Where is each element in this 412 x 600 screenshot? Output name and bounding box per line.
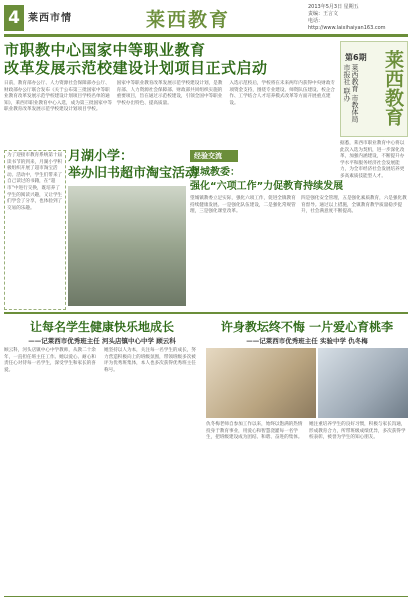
bottom-left-body <box>4 348 200 374</box>
footer-rule <box>4 596 408 597</box>
section-divider <box>4 312 408 314</box>
lead-headline-1: 市职教中心国家中等职业教育 <box>4 41 206 59</box>
experience-body <box>190 196 408 216</box>
edition-number: 第6期 <box>345 53 367 62</box>
teacher-photo <box>206 348 316 418</box>
bottom-left-col-1: 顾云科，河头店镇中心中学教师，从教二十余年，一直担任班主任工作。她以爱心、耐心和责任心对待每一名学生，深受学生和家长的喜爱。 <box>4 348 96 373</box>
edition-column <box>340 41 408 181</box>
bottom-right-title: 许身教坛终不悔 一片爱心育桃李 <box>220 320 394 334</box>
edition-box <box>340 41 408 137</box>
experience-headline-2: 强化“六项工作”力促教育持续发展 <box>190 181 344 192</box>
edition-credits <box>343 64 359 130</box>
edition-credit-3: 市报社 <box>343 64 351 85</box>
students-photo <box>318 348 408 418</box>
book-market-photo <box>68 186 186 306</box>
experience-col-2: 四是强化安全管理，五是强化素质教育，六是强化教育督导。通过以上措施，全镇教育教学质量稳步提升，社会满意度不断提高。 <box>301 196 407 215</box>
lead-headline-2: 改革发展示范校建设计划项目正式启动 <box>4 59 268 77</box>
info-editor: 责编：王言文 <box>308 11 339 17</box>
bottom-left-subtitle: ——记莱西市优秀班主任 河头店镇中心中学 顾云科 <box>28 337 176 345</box>
header-info <box>308 4 408 32</box>
info-phone: 电话： <box>308 18 324 24</box>
mid-headline-1: 月湖小学： <box>68 149 134 164</box>
bottom-right-col-2: 她注重培养学生的良好习惯，积极与家长沟通，形成教育合力，所带班级成绩优异，多次获得学校表彰，被誉为学生的知心朋友。 <box>309 422 406 441</box>
info-date: 2013年5月3日 星期五 <box>308 4 359 10</box>
lead-col-2: 国家中等职业教育改革发展示范学校建设计划，是教育部、人力资源社会保障部、财政部共同组织实施的重要项目，旨在通过示范校建设，引领全国中等职业学校办出特色、提高质量。 <box>116 81 223 106</box>
page-number: 4 <box>4 5 24 31</box>
info-url: http://www.laixihaiyan163.com <box>308 25 386 31</box>
experience-headline <box>190 166 343 194</box>
experience-band: 经验交流 <box>190 150 238 162</box>
bottom-left-title: 让每名学生健康快乐地成长 <box>29 320 174 334</box>
sidebar-note-text: 为了迎接市教育系统第十届读书节的到来，月湖小学积极组织开展了超市淘宝活动。活动中，学生们带来了自己读过的书籍，在“超市”中进行交换，既培养了学生的阅读兴趣，又让学生们学会了分享，也体验到了交易的乐趣。 <box>7 153 63 211</box>
edition-text: 据悉，莱西市职业教育中心将以此次入选为契机，进一步深化改革，加强内涵建设，不断提升办学水平和服务经济社会发展能力，为全市经济社会发展培养更多高素质技能型人才。 <box>340 141 405 179</box>
lead-article <box>4 41 338 114</box>
mid-headline <box>68 148 198 182</box>
lead-body <box>4 81 338 114</box>
bottom-right-col-1: 仇冬梅老师自参加工作以来，始终以饱满的热情投身于教育事业，用爱心和智慧浇灌每一名学生，把班级建设成为团结、和谐、奋进的集体。 <box>206 422 303 441</box>
edition-credit-2: 市教体局 <box>351 94 359 123</box>
experience-headline-1: 望城教委： <box>190 167 240 178</box>
section-label: 莱西市情 <box>28 13 72 24</box>
experience-col-1: 望城镇教委立足实际，强化六项工作，促进全镇教育持续健康发展。一是强化队伍建设，二是强化常规管理，三是强化课堂改革。 <box>190 196 296 215</box>
bottom-left-col-2: 她坚持以人为本，关注每一名学生的成长，努力营造积极向上的班级氛围，带领班级多次被评为优秀班集体，本人也多次获得优秀班主任称号。 <box>104 348 196 373</box>
header-rule <box>4 34 408 37</box>
bottom-right-body <box>206 422 408 442</box>
page-header <box>0 0 412 40</box>
edition-credit-1: 莱西教育 <box>351 64 359 92</box>
masthead-title: 莱西教育 <box>146 9 231 31</box>
edition-big-title: 莱西教育 <box>382 50 404 126</box>
lead-col-3: 入选示范校后，学校将在未来两年内获得中央财政专项资金支持，围绕专业建设、师资队伍建设、校企合作、工学结合人才培养模式改革等方面开展重点建设。 <box>229 81 336 106</box>
edition-credit-4: 联办 <box>343 87 351 102</box>
mid-headline-2: 举办旧书超市淘宝活动 <box>68 166 199 181</box>
sidebar-note <box>4 150 66 310</box>
bottom-right-subtitle: ——记莱西市优秀班主任 实验中学 仇冬梅 <box>246 337 368 345</box>
lead-col-1: 日前，教育部办公厅、人力资源社会保障部办公厅、财政部办公厅联合发布《关于公布第三批国家中等职业教育改革发展示范学校建设计划项目学校名单的通知》，莱西市职业教育中心入选，成为第三批国家中等职业教育改革发展示范学校建设计划项目学校。 <box>4 81 112 113</box>
